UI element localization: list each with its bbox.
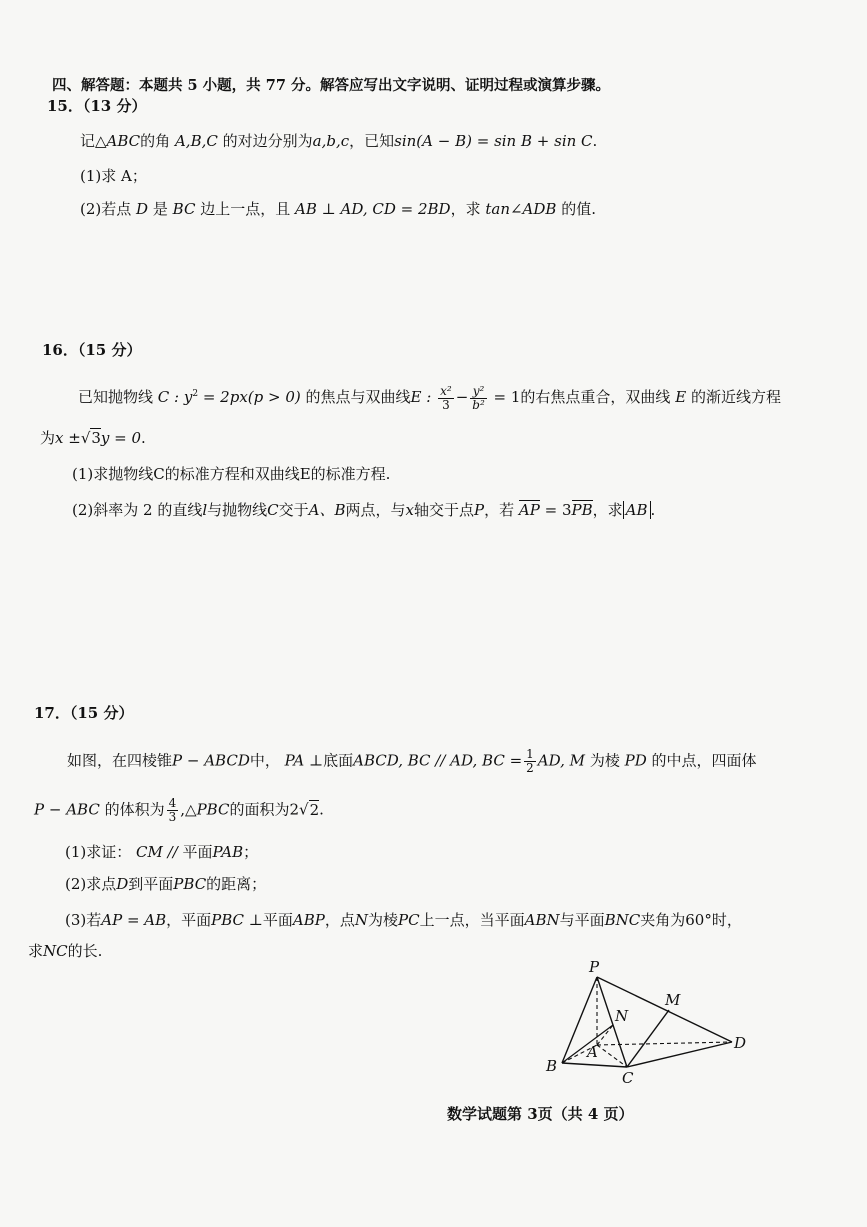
text: 的渐近线方程 [690, 388, 781, 406]
math: A,B,C [174, 132, 218, 150]
text: 时， [711, 911, 742, 929]
text: 夹角为 [640, 911, 686, 929]
text: 为 [40, 429, 56, 447]
q17-part3-line1 [65, 910, 742, 930]
text: 中， [249, 751, 280, 770]
abs-value: AB [623, 501, 651, 519]
math: AB ⊥ AD, CD = 2BD [295, 200, 451, 218]
text: 底面 [323, 751, 354, 770]
math: PC [398, 911, 420, 929]
q17-part1 [65, 842, 258, 862]
operator: − [455, 388, 469, 406]
label-M: M [665, 991, 681, 1009]
numerator: y² [470, 385, 487, 399]
text: . [650, 501, 656, 519]
math: 2 [289, 800, 299, 819]
math: P − ABC [34, 800, 100, 819]
q16-stem-line1 [78, 384, 781, 412]
text: 两点，与 [345, 501, 406, 519]
math: 2 [192, 389, 199, 399]
text: 的焦点与双曲线 [305, 388, 411, 406]
fraction [438, 385, 454, 412]
text: . [141, 429, 146, 447]
text: 的值. [561, 200, 597, 218]
text: 如图，在四棱锥 [67, 751, 173, 770]
text: (2)求点 [65, 875, 117, 893]
math: C : y [157, 388, 193, 406]
numerator: 1 [526, 747, 534, 761]
text: 的中点，四面体 [651, 751, 757, 770]
denominator: 3 [168, 810, 177, 824]
text: 边上一点，且 [200, 200, 291, 218]
text: (2)斜率为 2 的直线 [72, 501, 203, 519]
math: 60° [685, 911, 712, 929]
label-C: C [622, 1069, 634, 1085]
q16-header: 16．（15 分） [42, 341, 142, 359]
math: E : [410, 388, 432, 406]
q17-stem-line2 [34, 797, 324, 824]
text: 平面 [182, 843, 213, 861]
q16-part1: (1)求抛物线C的标准方程和双曲线E的标准方程. [72, 465, 391, 483]
text: 为棱 [368, 911, 399, 929]
edge-BC [562, 1063, 627, 1067]
text: ，已知 [349, 132, 395, 150]
math: PBC [173, 875, 207, 893]
q15-part2 [80, 199, 596, 219]
edge-AD [597, 1042, 732, 1045]
text: 的距离； [206, 875, 267, 893]
text: 为棱 [589, 751, 620, 770]
sqrt-sign: √ [80, 429, 91, 447]
text: 的对边分别为 [222, 132, 313, 150]
text: 上一点，当平面 [419, 911, 525, 929]
label-A: A [587, 1043, 598, 1061]
math: ABN [524, 911, 560, 929]
math: tan∠ADB [485, 200, 557, 218]
text: 与抛物线 [207, 501, 268, 519]
vector: AP [518, 501, 540, 519]
text: 交于 [278, 501, 309, 519]
sqrt-radicand: 3 [91, 429, 101, 447]
pyramid-figure [535, 955, 755, 1085]
q16-part2 [72, 500, 655, 520]
math: BC [172, 200, 196, 218]
text: 的角 [140, 132, 171, 150]
numerator: 4 [168, 796, 177, 810]
text: ，若 [484, 501, 515, 519]
math: BNC [604, 911, 641, 929]
label-B: B [546, 1057, 558, 1075]
fraction [524, 748, 536, 775]
math: ABCD, BC // AD, BC = [353, 751, 523, 770]
math: AD, M [537, 751, 586, 770]
math: PA ⊥ [284, 751, 324, 770]
q15-header: 15．（13 分） [47, 97, 147, 115]
math: x [405, 501, 414, 519]
math: y = 0 [100, 429, 142, 447]
text: ，求 [592, 501, 623, 519]
text: . [319, 800, 324, 819]
math: AP = AB [101, 911, 167, 929]
label-D: D [734, 1034, 747, 1052]
math: sin(A − B) = sin B + sin C [394, 132, 593, 150]
math: = 3 [539, 501, 572, 519]
text: 求 [28, 942, 44, 960]
text: = 1的右焦点重合，双曲线 [493, 388, 671, 406]
math: E [675, 388, 687, 406]
denominator: b² [472, 397, 485, 412]
label-N: N [615, 1007, 629, 1025]
q17-part3-line2 [28, 941, 102, 961]
q16-stem-line2 [40, 428, 146, 448]
text: 的体积为 [104, 800, 165, 819]
math: P − ABCD [172, 751, 250, 770]
page-footer: 数学试题第 3页（共 4 页） [447, 1105, 634, 1123]
math: PD [624, 751, 647, 770]
math: a,b,c [312, 132, 350, 150]
section-title: 四、解答题：本题共 5 小题，共 77 分。解答应写出文字说明、证明过程或演算步骤。 [52, 77, 610, 94]
q17-header: 17．（15 分） [34, 704, 134, 722]
sqrt-radicand: 2 [309, 800, 320, 819]
text: 的长. [67, 942, 103, 960]
text: ，点 [324, 911, 355, 929]
text: . [592, 132, 598, 150]
math: D [116, 875, 129, 893]
math: ABC [106, 132, 141, 150]
math: l [202, 501, 208, 519]
math: CM // [136, 843, 183, 861]
text: 轴交于点 [414, 501, 475, 519]
text: 与平面 [559, 911, 605, 929]
math: N [354, 911, 369, 929]
q15-stem [80, 131, 597, 151]
text: 到平面 [128, 875, 174, 893]
text: ，平面 [166, 911, 212, 929]
sqrt-sign: √ [299, 800, 309, 819]
math: P [474, 501, 485, 519]
text: 记△ [80, 132, 107, 150]
text: (2)若点 [80, 200, 132, 218]
text: 已知抛物线 [78, 388, 154, 406]
math: A、B [308, 501, 346, 519]
text: 平面 [262, 911, 293, 929]
math: = 2px(p > 0) [198, 388, 301, 406]
fraction [470, 385, 487, 412]
q15-part1: (1)求 A； [80, 167, 147, 185]
q17-stem-line1 [67, 748, 757, 775]
q17-part2 [65, 874, 266, 894]
text: 的面积为 [229, 800, 290, 819]
text: (3)若 [65, 911, 102, 929]
label-P: P [589, 958, 600, 976]
text: (1)求证： [65, 843, 132, 861]
math: NC [43, 942, 68, 960]
text: ,△ [180, 800, 197, 819]
math: D [136, 200, 149, 218]
edge-AC [597, 1045, 627, 1067]
text: ，求 [450, 200, 481, 218]
math: PBC ⊥ [211, 911, 263, 929]
math: PAB [212, 843, 244, 861]
fraction [167, 797, 179, 824]
math: PBC [196, 800, 230, 819]
vector: PB [571, 501, 593, 519]
denominator: 3 [442, 397, 450, 412]
math: x ± [55, 429, 81, 447]
math: C [267, 501, 279, 519]
denominator: 2 [526, 761, 534, 775]
text: 是 [152, 200, 168, 218]
text: ； [243, 843, 259, 861]
math: ABP [292, 911, 325, 929]
numerator: x² [440, 383, 452, 398]
